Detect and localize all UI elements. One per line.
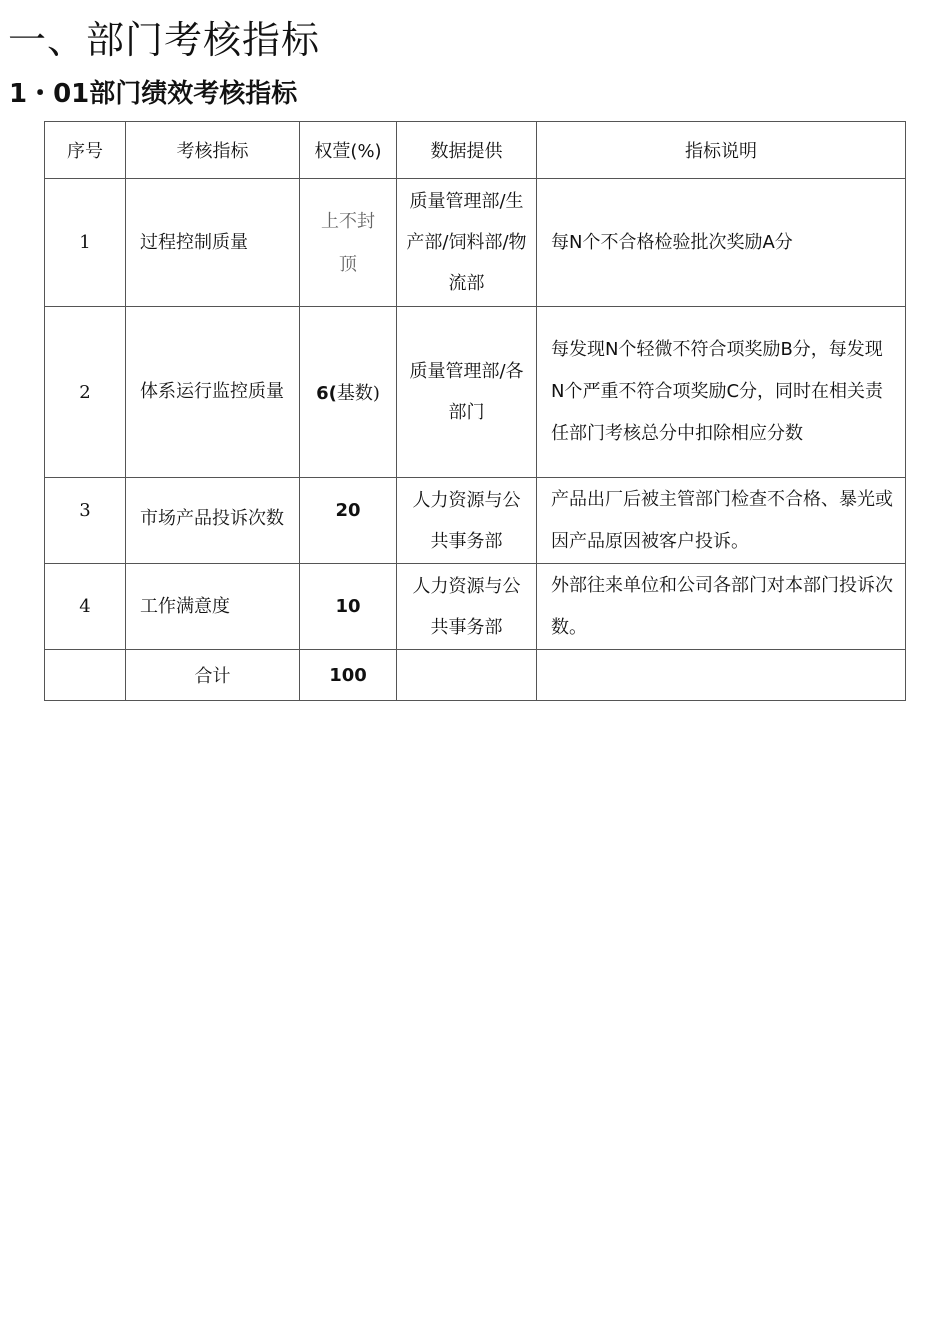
cell-source: 人力资源与公共事务部 <box>397 564 537 650</box>
kpi-table <box>44 121 906 701</box>
header-no: 序号 <box>45 122 126 179</box>
cell-weight <box>300 307 397 478</box>
cell-source: 人力资源与公共事务部 <box>397 478 537 564</box>
cell-indicator: 工作满意度 <box>126 564 300 650</box>
weight-number: 6( <box>316 383 337 404</box>
table-row <box>45 179 906 307</box>
cell-indicator: 市场产品投诉次数 <box>126 478 300 564</box>
cell-empty <box>537 650 906 701</box>
table-total-row <box>45 650 906 701</box>
cell-weight: 20 <box>300 478 397 564</box>
section-subtitle: 1・01部门绩效考核指标 <box>9 79 298 109</box>
cell-weight: 上不封顶 <box>300 179 397 307</box>
weight-note: 基数) <box>336 383 380 404</box>
table-row <box>45 478 906 564</box>
header-description: 指标说明 <box>537 122 906 179</box>
page-title: 一、部门考核指标 <box>8 18 321 62</box>
cell-empty <box>45 650 126 701</box>
table-row <box>45 564 906 650</box>
header-weight: 权萱(%) <box>300 122 397 179</box>
cell-description: 产品出厂后被主管部门检查不合格、暴光或因产品原因被客户投诉。 <box>537 478 906 564</box>
cell-no: 4 <box>45 564 126 650</box>
cell-source: 质量管理部/生产部/饲料部/物流部 <box>397 179 537 307</box>
cell-weight: 10 <box>300 564 397 650</box>
cell-indicator: 过程控制质量 <box>126 179 300 307</box>
total-label: 合计 <box>126 650 300 701</box>
cell-no: 2 <box>45 307 126 478</box>
cell-indicator: 体系运行监控质量 <box>126 307 300 478</box>
cell-description: 每发现N个轻微不符合项奖励B分，每发现N个严重不符合项奖励C分，同时在相关责任部门考核总分中扣除相应分数 <box>537 307 906 478</box>
cell-no: 1 <box>45 179 126 307</box>
total-weight: 100 <box>300 650 397 701</box>
table-row <box>45 307 906 478</box>
cell-empty <box>397 650 537 701</box>
cell-description: 外部往来单位和公司各部门对本部门投诉次数。 <box>537 564 906 650</box>
cell-description: 每N个不合格检验批次奖励A分 <box>537 179 906 307</box>
header-indicator: 考核指标 <box>126 122 300 179</box>
cell-no: 3 <box>45 478 126 564</box>
header-source: 数据提供 <box>397 122 537 179</box>
cell-source: 质量管理部/各部门 <box>397 307 537 478</box>
table-header-row <box>45 122 906 179</box>
